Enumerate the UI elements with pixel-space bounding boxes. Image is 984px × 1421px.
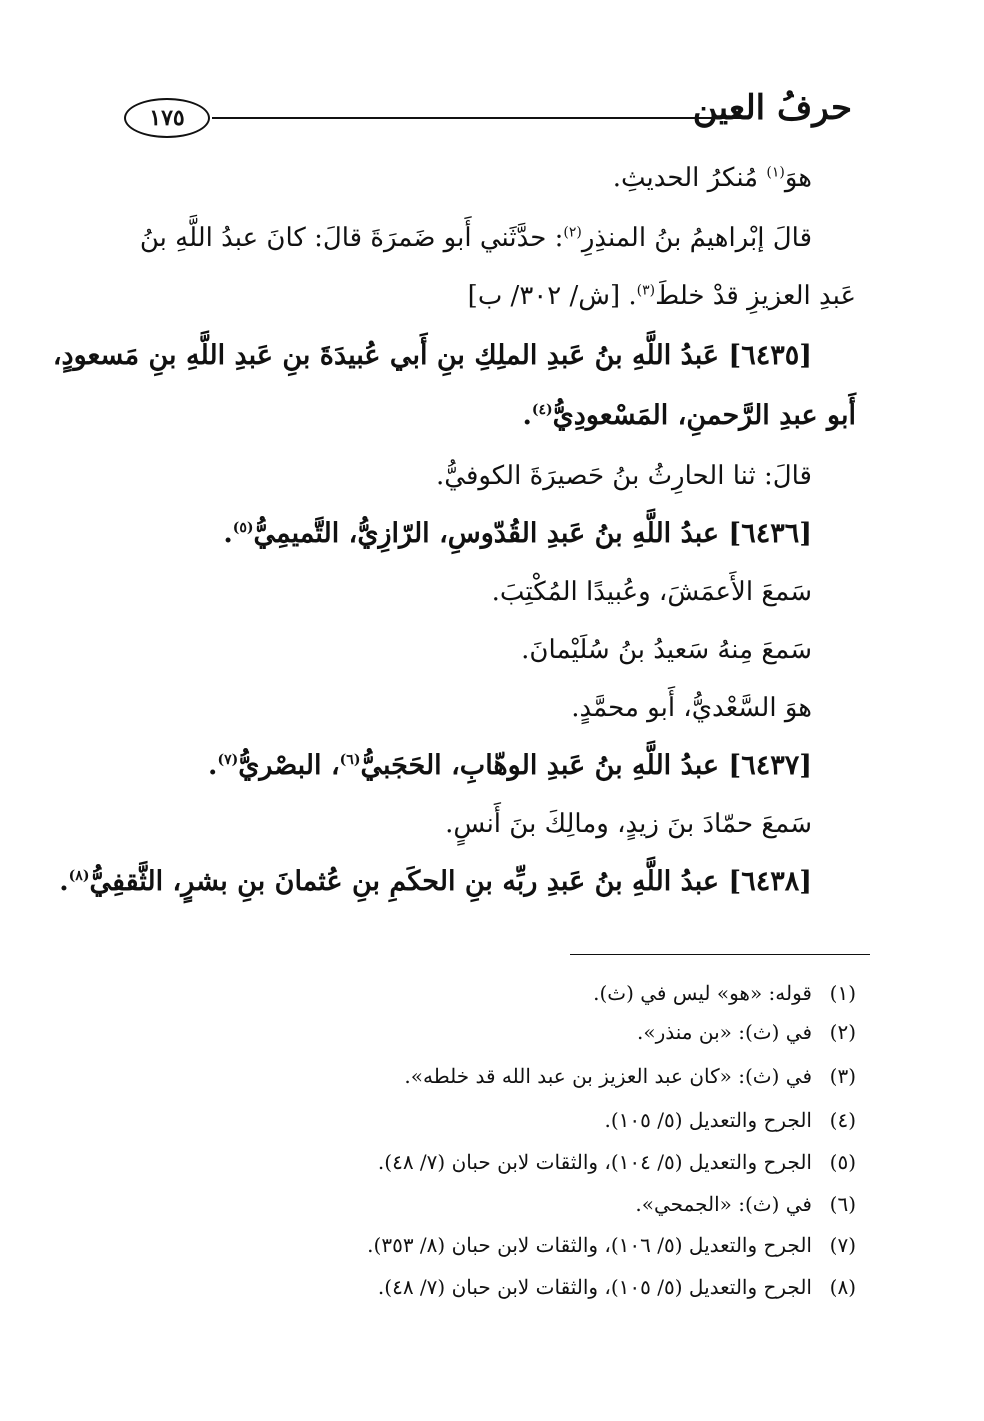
running-head: حرفُ العين: [692, 88, 852, 128]
footnote-item: (٣)في (ث): «كان عبد العزيز بن عبد الله قد خلطه».: [404, 1064, 856, 1088]
footnote-item: (٥)الجرح والتعديل (٥/ ١٠٤)، والثقات لابن حبان (٧/ ٤٨).: [377, 1150, 856, 1174]
header-rule: [212, 117, 750, 119]
footnote-ref: (٤): [531, 402, 553, 418]
footnote-item: (٢)في (ث): «بن منذر».: [637, 1020, 856, 1044]
footnote-ref: (٥): [232, 520, 254, 536]
footnote-ref: (٣): [636, 282, 656, 299]
entry-heading: [٦٤٣٨] عبدُ اللَّهِ بنُ عَبدِ ربِّه بنِ الحكَمِ بنِ عُثمانَ بنِ بشرٍ، الثَّقفِيُّ$^{(٨)}$.: [59, 866, 812, 897]
footnote-ref: (١): [766, 164, 785, 181]
entry-heading: [٦٤٣٦] عبدُ اللَّهِ بنُ عَبدِ القُدّوسِ، الرّازِيُّ، التَّميمِيُّ$^{(٥)}$.: [223, 518, 812, 549]
footnote-ref: (٦): [339, 752, 361, 768]
footnote-item: (٧)الجرح والتعديل (٥/ ١٠٦)، والثقات لابن حبان (٨/ ٣٥٣).: [367, 1233, 856, 1257]
text-line: هوَ السَّعْديُّ، أَبو محمَّدٍ.: [571, 693, 812, 723]
footnote-ref: (٧): [217, 752, 239, 768]
text-line: سَمعَ الأَعمَشَ، وعُبيدًا المُكْتِبَ.: [491, 577, 812, 607]
footnote-item: (٤)الجرح والتعديل (٥/ ١٠٥).: [604, 1108, 856, 1132]
page-number: ١٧٥: [149, 105, 185, 131]
text-line: سَمعَ حمّادَ بنَ زيدٍ، ومالِكَ بنَ أَنسٍ.: [445, 809, 812, 839]
text-line: عَبدِ العزيزِ قدْ خلطَ$^{(٣)}$. [ش/ ٣٠٢/ ب]: [467, 281, 856, 311]
text-line: قالَ إبْراهيمُ بنُ المنذِرِ$^{(٢)}$: حدَّثَني أَبو ضَمرَةَ قالَ: كانَ عبدُ اللَّهِ بنُ: [139, 223, 812, 253]
footnote-rule: [570, 954, 870, 955]
page-number-badge: [124, 98, 210, 138]
text-line: هوَ$^{(١)}$ مُنكرُ الحديثِ.: [612, 163, 812, 193]
entry-heading: [٦٤٣٥] عَبدُ اللَّهِ بنُ عَبدِ الملِكِ بنِ أَبي عُبيدَةَ بنِ عَبدِ اللَّهِ بنِ مَسعودٍ،: [52, 340, 812, 371]
text-line: سَمعَ مِنهُ سَعيدُ بنُ سُلَيْمانَ.: [521, 635, 812, 665]
entry-heading: [٦٤٣٧] عبدُ اللَّهِ بنُ عَبدِ الوهّابِ، الحَجَبيُّ$^{(٦)}$، البصْريُّ$^{(٧)}$.: [208, 750, 812, 781]
footnote-item: (٦)في (ث): «الجمحي».: [635, 1192, 856, 1216]
footnote-ref: (٨): [68, 868, 90, 884]
entry-heading-cont: أَبو عبدِ الرَّحمنِ، المَسْعودِيُّ$^{(٤)}$.: [522, 400, 856, 431]
footnote-item: (١)قوله: «هو» ليس في (ث).: [593, 981, 856, 1005]
footnote-item: (٨)الجرح والتعديل (٥/ ١٠٥)، والثقات لابن حبان (٧/ ٤٨).: [377, 1275, 856, 1299]
text-line: قالَ: ثنا الحارِثُ بنُ حَصيرَةَ الكوفيُّ.: [436, 461, 812, 491]
footnote-ref: (٢): [563, 224, 582, 241]
